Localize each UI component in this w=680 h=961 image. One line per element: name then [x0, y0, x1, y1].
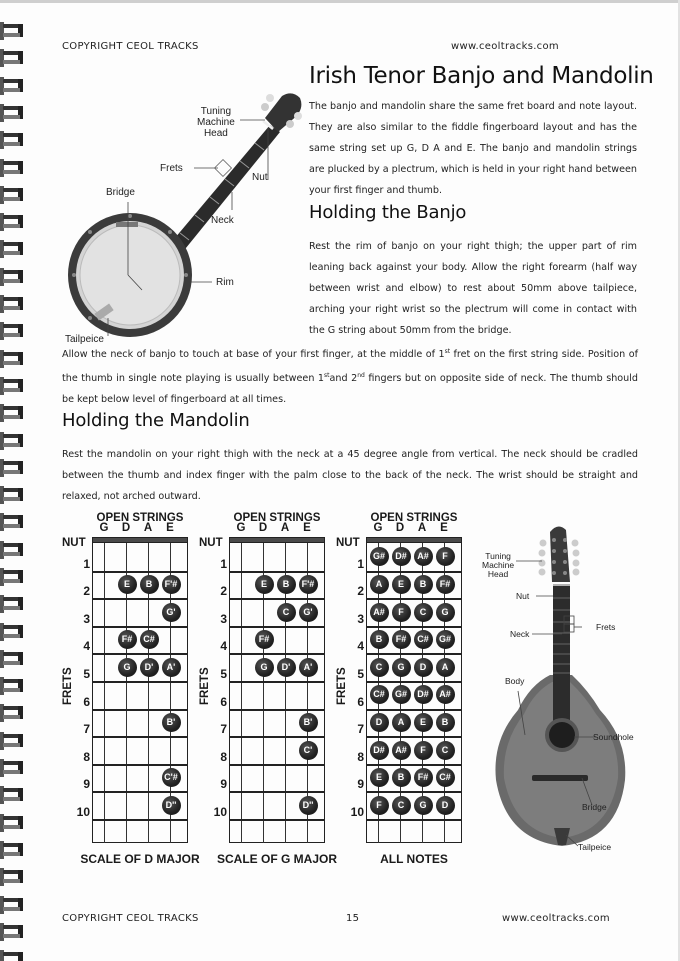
fret-line: [92, 764, 188, 766]
fret-number: 6: [83, 694, 90, 709]
diagram-caption: ALL NOTES: [380, 852, 448, 866]
superscript: st: [444, 348, 451, 355]
fret-number: 9: [83, 777, 90, 792]
note-dot: A: [392, 713, 411, 732]
binding-ring: [0, 104, 26, 122]
open-string-label: D: [121, 522, 131, 534]
binding-ring: [0, 868, 26, 886]
banjo-label-rim: Rim: [216, 277, 234, 288]
fret-number: 2: [220, 584, 227, 599]
note-dot: B: [436, 713, 455, 732]
binding-ring: [0, 49, 26, 67]
text-run: fingers but on opposite side of neck. The thumb should be kept below level of fingerboard at all times.: [62, 373, 639, 406]
binding-ring: [0, 240, 26, 258]
fret-number: 4: [220, 639, 227, 654]
fret-number: 3: [83, 611, 90, 626]
banjo-label-nut: Nut: [252, 172, 268, 183]
mandolin-label-tailpiece: Tailpeice: [578, 842, 612, 852]
note-dot: D: [370, 713, 389, 732]
fret-number: 9: [220, 777, 227, 792]
note-dot: G: [436, 603, 455, 622]
fret-line: [366, 598, 462, 600]
fret-number: 10: [350, 805, 364, 819]
fret-line: [366, 571, 462, 573]
binding-ring: [0, 268, 26, 286]
binding-ring: [0, 623, 26, 641]
binding-ring: [0, 786, 26, 804]
note-dot: D: [436, 796, 455, 815]
fret-line: [92, 598, 188, 600]
mandolin-label-soundhole: Soundhole: [593, 732, 634, 742]
fret-line: [92, 819, 188, 821]
fret-number: 6: [220, 694, 227, 709]
note-dot: G': [162, 603, 181, 622]
binding-ring: [0, 131, 26, 149]
label-text: Machine: [482, 560, 515, 570]
frets-axis-label: FRETS: [62, 667, 74, 705]
note-dot: C: [277, 603, 296, 622]
fret-line: [92, 653, 188, 655]
fret-number: 1: [357, 556, 364, 571]
note-dot: F: [370, 796, 389, 815]
fret-number: 5: [83, 667, 90, 681]
note-dot: B: [140, 575, 159, 594]
fret-number: 10: [76, 805, 90, 819]
open-strings-title: OPEN STRINGS: [96, 512, 184, 524]
binding-ring: [0, 677, 26, 695]
footer-copyright: COPYRIGHT CEOL TRACKS: [62, 913, 199, 924]
footer-website: www.ceoltracks.com: [502, 913, 610, 924]
note-dot: F#: [436, 575, 455, 594]
fret-number: 3: [357, 611, 364, 626]
fret-number: 2: [357, 584, 364, 599]
fret-number: 8: [220, 749, 227, 764]
open-string-label: G: [99, 522, 109, 534]
open-string-label: E: [166, 522, 174, 534]
open-string-label: A: [417, 522, 427, 534]
fret-number: 7: [357, 722, 364, 737]
binding-ring: [0, 186, 26, 204]
string-line: [104, 543, 105, 843]
mandolin-label-bridge: Bridge: [582, 802, 607, 812]
banjo-label-tuning-machine-head: [197, 106, 235, 139]
note-dot: F#: [255, 630, 274, 649]
note-dot: B': [162, 713, 181, 732]
binding-ring: [0, 486, 26, 504]
note-dot: G: [118, 658, 137, 677]
superscript: st: [324, 372, 330, 380]
nut-bar: [92, 537, 188, 543]
note-dot: D': [140, 658, 159, 677]
open-string-label: E: [303, 522, 311, 534]
mandolin-label-tuning-machine-head: [482, 552, 514, 579]
footer-page-number: 15: [346, 913, 360, 924]
note-dot: B: [414, 575, 433, 594]
fret-number: 10: [213, 805, 227, 819]
banjo-paragraph-2: [62, 341, 638, 410]
fret-line: [366, 736, 462, 738]
fret-line: [366, 681, 462, 683]
open-string-label: G: [236, 522, 246, 534]
fret-number: 1: [83, 556, 90, 571]
note-dot: F: [414, 741, 433, 760]
mandolin-illustration: [470, 510, 680, 870]
nut-bar: [366, 537, 462, 543]
heading-holding-banjo: Holding the Banjo: [309, 202, 467, 223]
fret-number: 8: [357, 749, 364, 764]
note-dot: A: [436, 658, 455, 677]
fretboard: [92, 537, 188, 843]
page-title: Irish Tenor Banjo and Mandolin: [309, 63, 654, 89]
fret-number: 4: [83, 639, 90, 654]
binding-ring: [0, 759, 26, 777]
note-dot: D': [277, 658, 296, 677]
fret-number: 1: [220, 556, 227, 571]
header-website: www.ceoltracks.com: [451, 41, 559, 52]
note-dot: C: [370, 658, 389, 677]
note-dot: B': [299, 713, 318, 732]
open-strings-title: OPEN STRINGS: [233, 512, 321, 524]
binding-ring: [0, 432, 26, 450]
banjo-illustration: [60, 80, 305, 345]
text-run: fret on the first string side. Position of the thumb in single note playing is usually between 1: [62, 349, 638, 385]
banjo-label-neck: Neck: [211, 215, 234, 226]
note-dot: E: [392, 575, 411, 594]
fret-number: 7: [83, 722, 90, 737]
note-dot: G: [392, 658, 411, 677]
note-dot: F#: [118, 630, 137, 649]
binding-ring: [0, 704, 26, 722]
open-string-label: A: [143, 522, 153, 534]
mandolin-label-frets: Frets: [596, 622, 616, 632]
fret-line: [92, 791, 188, 793]
note-dot: C'#: [162, 768, 181, 787]
label-text: Head: [203, 128, 228, 139]
nut-label: NUT: [62, 537, 86, 549]
note-dot: E: [255, 575, 274, 594]
binding-ring: [0, 950, 26, 961]
label-text: Machine: [197, 117, 235, 128]
binding-ring: [0, 404, 26, 422]
fret-number: 6: [357, 694, 364, 709]
note-dot: D#: [414, 685, 433, 704]
binding-ring: [0, 923, 26, 941]
note-dot: D#: [370, 741, 389, 760]
diagram-caption: SCALE OF G MAJOR: [216, 852, 337, 866]
binding-ring: [0, 322, 26, 340]
note-dot: A#: [414, 547, 433, 566]
superscript: nd: [357, 372, 365, 380]
fret-line: [229, 681, 325, 683]
frets-axis-label: FRETS: [199, 667, 211, 705]
fret-line: [366, 709, 462, 711]
fret-number: 2: [83, 584, 90, 599]
fret-line: [229, 764, 325, 766]
fret-line: [229, 598, 325, 600]
fret-line: [229, 709, 325, 711]
note-dot: F'#: [299, 575, 318, 594]
mandolin-label-nut: Nut: [516, 591, 530, 601]
binding-ring: [0, 213, 26, 231]
note-dot: G#: [436, 630, 455, 649]
binding-ring: [0, 159, 26, 177]
intro-paragraph: The banjo and mandolin share the same fret board and note layout. They are also similar to the fiddle fingerboard layout and has the same string set up G, D A and E. The banjo and mandolin strings are plucked by a plectrum, which is held in your right hand between your first finger and thumb.: [309, 101, 638, 196]
note-dot: D'': [299, 796, 318, 815]
fret-number: 3: [220, 611, 227, 626]
binding-ring: [0, 595, 26, 613]
note-dot: A: [370, 575, 389, 594]
note-dot: B: [370, 630, 389, 649]
page-edge: [0, 0, 680, 3]
fret-diagram-all-notes: [334, 510, 474, 870]
note-dot: C: [392, 796, 411, 815]
fret-line: [229, 571, 325, 573]
fret-number: 8: [83, 749, 90, 764]
fret-diagram-g-major: [197, 510, 337, 870]
mandolin-paragraph: Rest the mandolin on your right thigh with the neck at a 45 degree angle from vertical. The neck should be cradled between the thumb and index finger with the palm close to the back of the neck. The wrist should be straight and relaxed, not arched outward.: [62, 449, 638, 502]
fret-line: [92, 626, 188, 628]
banjo-label-tailpiece: Tailpeice: [65, 334, 104, 345]
text-run: Allow the neck of banjo to touch at base of your first finger, at the middle of 1: [62, 349, 445, 361]
binding-ring: [0, 568, 26, 586]
note-dot: F'#: [162, 575, 181, 594]
fret-diagram-d-major: [60, 510, 200, 870]
fretboard: [366, 537, 462, 843]
note-dot: F: [436, 547, 455, 566]
note-dot: C: [436, 741, 455, 760]
note-dot: D#: [392, 547, 411, 566]
binding-ring: [0, 459, 26, 477]
frets-axis-label: FRETS: [336, 667, 348, 705]
label-text: Tuning: [485, 551, 511, 561]
nut-bar: [229, 537, 325, 543]
heading-holding-mandolin: Holding the Mandolin: [62, 410, 250, 431]
note-dot: C#: [436, 768, 455, 787]
note-dot: B: [392, 768, 411, 787]
note-dot: G': [299, 603, 318, 622]
binding-ring: [0, 377, 26, 395]
note-dot: A#: [436, 685, 455, 704]
fret-line: [92, 571, 188, 573]
fret-line: [366, 791, 462, 793]
note-dot: A#: [392, 741, 411, 760]
text-run: and 2: [329, 373, 358, 385]
mandolin-label-neck: Neck: [510, 629, 530, 639]
banjo-label-bridge: Bridge: [106, 187, 135, 198]
binding-ring: [0, 350, 26, 368]
note-dot: G: [414, 796, 433, 815]
open-string-label: D: [258, 522, 268, 534]
fret-line: [366, 653, 462, 655]
note-dot: D: [414, 658, 433, 677]
fret-number: 7: [220, 722, 227, 737]
open-strings-title: OPEN STRINGS: [370, 512, 458, 524]
fret-line: [229, 653, 325, 655]
binding-ring: [0, 295, 26, 313]
binding-ring: [0, 77, 26, 95]
fret-line: [366, 764, 462, 766]
label-text: Head: [487, 569, 509, 579]
note-dot: C': [299, 741, 318, 760]
string-line: [241, 543, 242, 843]
nut-label: NUT: [199, 537, 223, 549]
note-dot: C: [414, 603, 433, 622]
fret-line: [229, 626, 325, 628]
open-string-label: D: [395, 522, 405, 534]
open-string-label: G: [373, 522, 383, 534]
note-dot: C#: [370, 685, 389, 704]
binding-ring: [0, 650, 26, 668]
banjo-image: [60, 80, 305, 345]
binding-ring: [0, 814, 26, 832]
note-dot: D'': [162, 796, 181, 815]
mandolin-label-body: Body: [505, 676, 525, 686]
spiral-binding: [0, 0, 30, 961]
open-string-label: E: [440, 522, 448, 534]
fret-line: [229, 791, 325, 793]
note-dot: A': [299, 658, 318, 677]
fret-line: [92, 709, 188, 711]
binding-ring: [0, 896, 26, 914]
note-dot: C#: [140, 630, 159, 649]
note-dot: G#: [392, 685, 411, 704]
header-copyright: COPYRIGHT CEOL TRACKS: [62, 41, 199, 52]
fret-line: [92, 681, 188, 683]
label-text: Tuning: [200, 106, 232, 117]
fret-line: [92, 736, 188, 738]
note-dot: C#: [414, 630, 433, 649]
note-dot: F#: [392, 630, 411, 649]
open-string-label: A: [280, 522, 290, 534]
note-dot: B: [277, 575, 296, 594]
binding-ring: [0, 541, 26, 559]
note-dot: A#: [370, 603, 389, 622]
banjo-paragraph-1: Rest the rim of banjo on your right thigh; the upper part of rim leaning back against your body. Allow the right forearm (half way between wrist and elbow) to rest about 50mm above tailpiece, arching your right wrist so the plectrum will come in contact with the G string about 50mm from the bridge.: [309, 241, 637, 336]
fret-number: 5: [220, 667, 227, 681]
binding-ring: [0, 732, 26, 750]
note-dot: G#: [370, 547, 389, 566]
fret-line: [229, 819, 325, 821]
note-dot: F: [392, 603, 411, 622]
fret-number: 9: [357, 777, 364, 792]
fret-line: [229, 736, 325, 738]
fretboard: [229, 537, 325, 843]
note-dot: E: [414, 713, 433, 732]
note-dot: G: [255, 658, 274, 677]
binding-ring: [0, 22, 26, 40]
nut-label: NUT: [336, 537, 360, 549]
note-dot: E: [370, 768, 389, 787]
binding-ring: [0, 513, 26, 531]
fret-line: [366, 626, 462, 628]
fret-number: 5: [357, 667, 364, 681]
diagram-caption: SCALE OF D MAJOR: [80, 852, 200, 866]
fret-number: 4: [357, 639, 364, 654]
note-dot: E: [118, 575, 137, 594]
binding-ring: [0, 841, 26, 859]
note-dot: F#: [414, 768, 433, 787]
note-dot: A': [162, 658, 181, 677]
banjo-label-frets: Frets: [160, 163, 183, 174]
fret-line: [366, 819, 462, 821]
